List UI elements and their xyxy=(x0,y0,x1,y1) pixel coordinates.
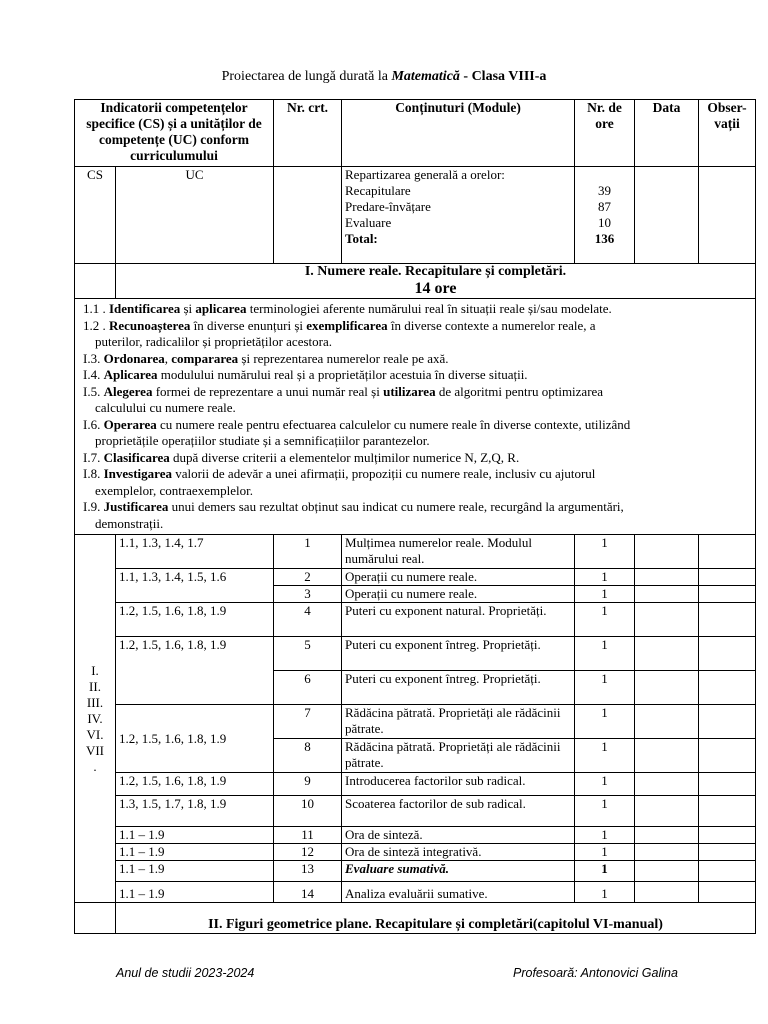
header-competences: Indicatorii competențelor specifice (CS) și a unităților de competențe (UC) conform curriculumului xyxy=(75,100,274,167)
lesson-hours: 1 xyxy=(575,827,635,844)
lesson-content: Puteri cu exponent natural. Proprietăți. xyxy=(342,603,575,637)
competence-num: I.7. xyxy=(83,449,104,465)
distribution-intro: Repartizarea generală a orelor: xyxy=(345,167,505,182)
lesson-uc: 1.1, 1.3, 1.4, 1.5, 1.6 xyxy=(116,569,274,603)
lesson-hours: 1 xyxy=(575,586,635,603)
lesson-hours: 1 xyxy=(575,844,635,861)
hours-value: 39 xyxy=(598,183,612,198)
competence-text: valorii de adevăr a unei afirmații, propoziții cu numere reale, inclusiv cu ajutorul xyxy=(171,466,596,481)
table-row xyxy=(75,569,756,586)
competence-text: terminologiei aferente numărului real în situații reale și/sau modelate. xyxy=(246,301,612,316)
lesson-nr: 12 xyxy=(274,844,342,861)
section1-hours: 14 ore xyxy=(414,280,457,297)
lesson-uc: 1.2, 1.5, 1.6, 1.8, 1.9 xyxy=(116,773,274,796)
competence-text: după diverse criterii a elementelor mulțimilor numerice N, Z,Q, R. xyxy=(169,449,520,465)
lesson-nr: 9 xyxy=(274,773,342,796)
competence-item xyxy=(83,384,751,417)
page-title xyxy=(0,69,768,85)
cs-label: CS xyxy=(75,167,116,264)
competence-item xyxy=(83,499,751,532)
unit-levels-text: I. II. III. IV. VI. VII . xyxy=(85,662,105,774)
competence-continuation: exemplelor, contraexemplelor. xyxy=(95,482,253,498)
lesson-hours: 1 xyxy=(575,637,635,671)
distribution-contents xyxy=(342,167,575,264)
competence-text: cu numere reale pentru efectuarea calculelor cu numere reale în diverse contexte, utilizând xyxy=(156,416,631,432)
uc-label: UC xyxy=(116,167,274,264)
competence-num: I.4. xyxy=(83,367,104,382)
section2-title: II. Figuri geometrice plane. Recapitulare și completări(capitolul VI-manual) xyxy=(116,903,756,934)
header-nr-crt: Nr. crt. xyxy=(274,100,342,167)
lesson-content: Scoaterea factorilor de sub radical. xyxy=(342,796,575,827)
competence-item xyxy=(83,450,751,467)
section2-title-row xyxy=(75,903,756,934)
competence-num: 1.1 . xyxy=(83,301,109,316)
hours-total: 136 xyxy=(594,231,615,246)
lesson-hours: 1 xyxy=(575,773,635,796)
lesson-hours: 1 xyxy=(575,796,635,827)
lesson-uc: 1.2, 1.5, 1.6, 1.8, 1.9 xyxy=(116,637,274,705)
competence-mid: formei de reprezentare a unui număr real și xyxy=(152,383,384,399)
table-row xyxy=(75,827,756,844)
lesson-nr: 7 xyxy=(274,705,342,739)
hours-value: 10 xyxy=(598,215,612,230)
lesson-uc: 1.2, 1.5, 1.6, 1.8, 1.9 xyxy=(116,705,274,773)
title-suffix: - Clasa VIII-a xyxy=(459,69,547,84)
table-row xyxy=(75,796,756,827)
competence-mid: , xyxy=(164,350,172,366)
lesson-hours: 1 xyxy=(575,861,635,882)
competence-verb: Ordonarea xyxy=(103,350,165,366)
competence-text: unui demers sau rezultat obținut sau indicat cu numere reale, recurgând la argumentări, xyxy=(168,499,624,514)
table-row xyxy=(75,773,756,796)
table-row xyxy=(75,535,756,569)
competence-verb: Clasificarea xyxy=(103,449,170,465)
competence-verb2: compararea xyxy=(171,350,239,366)
lesson-nr: 3 xyxy=(274,586,342,603)
hours-value: 87 xyxy=(598,199,612,214)
competence-num: I.5. xyxy=(83,383,104,399)
competence-text: și reprezentarea numerelor reale pe axă. xyxy=(238,350,449,366)
planning-table xyxy=(74,99,756,934)
lesson-content: Puteri cu exponent întreg. Proprietăți. xyxy=(342,637,575,671)
table-header-row xyxy=(75,100,756,167)
lesson-uc: 1.1, 1.3, 1.4, 1.7 xyxy=(116,535,274,569)
table-row xyxy=(75,861,756,882)
competence-verb2: exemplificarea xyxy=(306,317,388,333)
unit-levels xyxy=(75,535,116,903)
lesson-uc: 1.1 – 1.9 xyxy=(116,861,274,882)
competence-text: modulului numărului real și a proprietăților acestuia în diverse situații. xyxy=(157,367,528,382)
section1-title xyxy=(116,264,756,299)
header-observatii: Obser-vații xyxy=(699,100,756,167)
table-row xyxy=(75,705,756,739)
lesson-content: Mulțimea numerelor reale. Modulul numărului real. xyxy=(342,535,575,569)
competence-num: I.6. xyxy=(83,416,104,432)
table-row xyxy=(75,844,756,861)
competence-verb: Alegerea xyxy=(103,383,153,399)
competence-continuation: puterilor, radicalilor și proprietăților acestora. xyxy=(95,334,332,349)
competence-item xyxy=(83,466,751,499)
table-row xyxy=(75,603,756,637)
lesson-hours: 1 xyxy=(575,603,635,637)
competence-verb: Recunoașterea xyxy=(109,317,191,333)
competence-verb: Identificarea xyxy=(109,301,181,316)
lesson-content: Evaluare sumativă. xyxy=(342,861,575,882)
table-row xyxy=(75,882,756,903)
header-data: Data xyxy=(635,100,699,167)
lesson-hours: 1 xyxy=(575,739,635,773)
competence-verb: Aplicarea xyxy=(103,367,158,382)
lesson-uc: 1.3, 1.5, 1.7, 1.8, 1.9 xyxy=(116,796,274,827)
competence-num: 1.2 . xyxy=(83,317,109,333)
section1-title-text: I. Numere reale. Recapitulare și completări. xyxy=(304,264,567,279)
lesson-hours: 1 xyxy=(575,705,635,739)
header-nr-ore: Nr. de ore xyxy=(575,100,635,167)
lesson-content: Rădăcina pătrată. Proprietăți ale rădăcinii pătrate. xyxy=(342,739,575,773)
competence-num: I.9. xyxy=(83,499,104,514)
competence-verb: Justificarea xyxy=(103,499,169,514)
lesson-nr: 14 xyxy=(274,882,342,903)
lesson-nr: 1 xyxy=(274,535,342,569)
lesson-uc: 1.1 – 1.9 xyxy=(116,844,274,861)
lesson-content: Ora de sinteză integrativă. xyxy=(342,844,575,861)
competence-mid: și xyxy=(180,301,196,316)
competence-item xyxy=(83,318,751,351)
lesson-content: Ora de sinteză. xyxy=(342,827,575,844)
competence-item xyxy=(83,301,751,318)
lesson-uc: 1.2, 1.5, 1.6, 1.8, 1.9 xyxy=(116,603,274,637)
distribution-hours xyxy=(575,167,635,264)
footer-school-year: Anul de studii 2023-2024 xyxy=(116,966,255,980)
lesson-content: Operații cu numere reale. xyxy=(342,586,575,603)
title-subject: Matematică xyxy=(391,69,460,84)
competence-text: în diverse contexte a numerelor reale, a xyxy=(387,317,596,333)
distribution-row xyxy=(75,167,756,264)
competence-num: I.8. xyxy=(83,466,104,481)
lesson-nr: 5 xyxy=(274,637,342,671)
distribution-total-label: Total: xyxy=(345,231,378,246)
lesson-hours: 1 xyxy=(575,569,635,586)
competence-mid: în diverse enunțuri și xyxy=(190,317,307,333)
section1-competences-row xyxy=(75,299,756,535)
competence-verb: Investigarea xyxy=(103,466,172,481)
section1-title-row xyxy=(75,264,756,299)
competence-verb2: utilizarea xyxy=(383,383,436,399)
lesson-uc: 1.1 – 1.9 xyxy=(116,882,274,903)
lesson-nr: 4 xyxy=(274,603,342,637)
footer-teacher: Profesoară: Antonovici Galina xyxy=(513,966,678,980)
distribution-label: Predare-învățare xyxy=(345,199,431,214)
competence-item xyxy=(83,417,751,450)
lesson-content: Operații cu numere reale. xyxy=(342,569,575,586)
competence-continuation: proprietățile operațiilor studiate și a semnificațiilor parantezelor. xyxy=(95,433,430,448)
competence-list xyxy=(75,299,756,535)
competence-verb: Operarea xyxy=(103,416,157,432)
competence-num: I.3. xyxy=(83,350,104,366)
title-prefix: Proiectarea de lungă durată la xyxy=(221,69,392,84)
lesson-nr: 2 xyxy=(274,569,342,586)
competence-continuation: demonstrații. xyxy=(95,515,164,531)
competence-text: de algoritmi pentru optimizarea xyxy=(435,383,604,399)
lesson-nr: 8 xyxy=(274,739,342,773)
competence-item xyxy=(83,367,751,384)
lesson-nr: 6 xyxy=(274,671,342,705)
lesson-hours: 1 xyxy=(575,671,635,705)
lesson-content: Analiza evaluării sumative. xyxy=(342,882,575,903)
lesson-content: Introducerea factorilor sub radical. xyxy=(342,773,575,796)
header-contents: Conținuturi (Module) xyxy=(342,100,575,167)
lesson-hours: 1 xyxy=(575,535,635,569)
competence-continuation: calculului cu numere reale. xyxy=(95,400,236,415)
competence-item xyxy=(83,351,751,368)
distribution-label: Evaluare xyxy=(345,215,392,230)
table-row xyxy=(75,637,756,671)
lesson-content: Rădăcina pătrată. Proprietăți ale rădăcinii pătrate. xyxy=(342,705,575,739)
lesson-uc: 1.1 – 1.9 xyxy=(116,827,274,844)
lesson-nr: 11 xyxy=(274,827,342,844)
lesson-hours: 1 xyxy=(575,882,635,903)
lesson-nr: 13 xyxy=(274,861,342,882)
competence-verb2: aplicarea xyxy=(195,301,247,316)
lesson-content: Puteri cu exponent întreg. Proprietăți. xyxy=(342,671,575,705)
lesson-nr: 10 xyxy=(274,796,342,827)
distribution-label: Recapitulare xyxy=(345,183,411,198)
